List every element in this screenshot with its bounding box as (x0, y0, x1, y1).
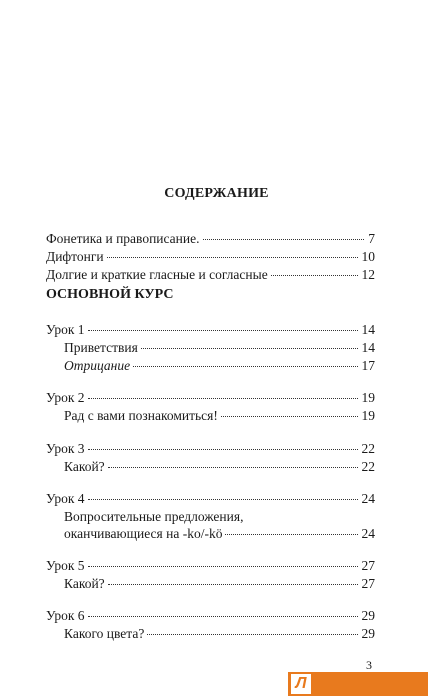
toc-lesson-label: Урок 5 (46, 558, 85, 573)
toc-lesson-page: 27 (361, 558, 375, 573)
toc-lesson-label: Урок 6 (46, 608, 85, 623)
toc-lesson (46, 321, 375, 338)
toc-lesson-label: Урок 2 (46, 390, 85, 405)
toc-lesson-label: Урок 1 (46, 322, 85, 337)
toc-topic-label: оканчивающиеся на -ko/-kö (64, 526, 223, 541)
publisher-logo (288, 672, 428, 696)
toc-entry-page: 12 (361, 267, 375, 282)
toc-topic-label: Отрицание (64, 358, 131, 373)
toc-lesson (46, 557, 375, 574)
main-course-heading: ОСНОВНОЙ КУРС (46, 287, 174, 302)
toc-lesson-page: 22 (361, 441, 375, 456)
toc-topic-label-line1: Вопросительные предложения, (64, 509, 244, 524)
toc-topic-label: Какой? (64, 576, 105, 591)
toc-topic-label: Приветствия (64, 340, 138, 355)
toc-topic-label: Какого цвета? (64, 626, 145, 641)
dot-leader (88, 566, 358, 567)
toc-entry-label: Фонетика и правописание. (46, 231, 200, 246)
toc-topic (64, 339, 375, 356)
toc-topic-label: Какой? (64, 459, 105, 474)
toc-topic (64, 407, 375, 424)
toc-topic-page: 27 (361, 576, 375, 591)
dot-leader (203, 239, 365, 240)
toc-topic-page: 22 (361, 459, 375, 474)
toc-entry-page: 10 (361, 249, 375, 264)
page-number: 3 (366, 658, 372, 672)
toc-topic-page: 24 (361, 526, 375, 541)
dot-leader (107, 257, 358, 258)
dot-leader (108, 467, 358, 468)
toc-topic (64, 525, 375, 542)
toc-topic-page: 29 (361, 626, 375, 641)
dot-leader (88, 398, 358, 399)
dot-leader (147, 634, 357, 635)
dot-leader (88, 499, 358, 500)
dot-leader (225, 534, 357, 535)
dot-leader (141, 348, 358, 349)
toc-topic-label: Рад с вами познакомиться! (64, 408, 218, 423)
toc-topic (64, 575, 375, 592)
dot-leader (88, 616, 358, 617)
contents-title: СОДЕРЖАНИЕ (164, 186, 269, 201)
toc-lesson (46, 490, 375, 507)
toc-topic-page: 17 (361, 358, 375, 373)
toc-lesson-page: 19 (361, 390, 375, 405)
toc-topic (64, 357, 375, 374)
toc-topic-page: 14 (361, 340, 375, 355)
dot-leader (221, 416, 358, 417)
toc-topic (64, 458, 375, 475)
dot-leader (271, 275, 358, 276)
toc-lesson-label: Урок 3 (46, 441, 85, 456)
toc-topic (64, 625, 375, 642)
toc-lesson-page: 24 (361, 491, 375, 506)
toc-entry-label: Долгие и краткие гласные и согласные (46, 267, 268, 282)
toc-lesson (46, 440, 375, 457)
toc-entry (46, 248, 375, 265)
dot-leader (88, 449, 358, 450)
toc-lesson-label: Урок 4 (46, 491, 85, 506)
publisher-mark-icon: Л (291, 674, 311, 694)
toc-entry-label: Дифтонги (46, 249, 104, 264)
toc-entry (46, 266, 375, 283)
dot-leader (133, 366, 357, 367)
toc-entry (46, 230, 375, 247)
toc-lesson-page: 29 (361, 608, 375, 623)
toc-lesson-page: 14 (361, 322, 375, 337)
dot-leader (88, 330, 358, 331)
toc-lesson (46, 607, 375, 624)
toc-topic-page: 19 (361, 408, 375, 423)
toc-entry-page: 7 (368, 231, 375, 246)
toc-lesson (46, 389, 375, 406)
dot-leader (108, 584, 358, 585)
